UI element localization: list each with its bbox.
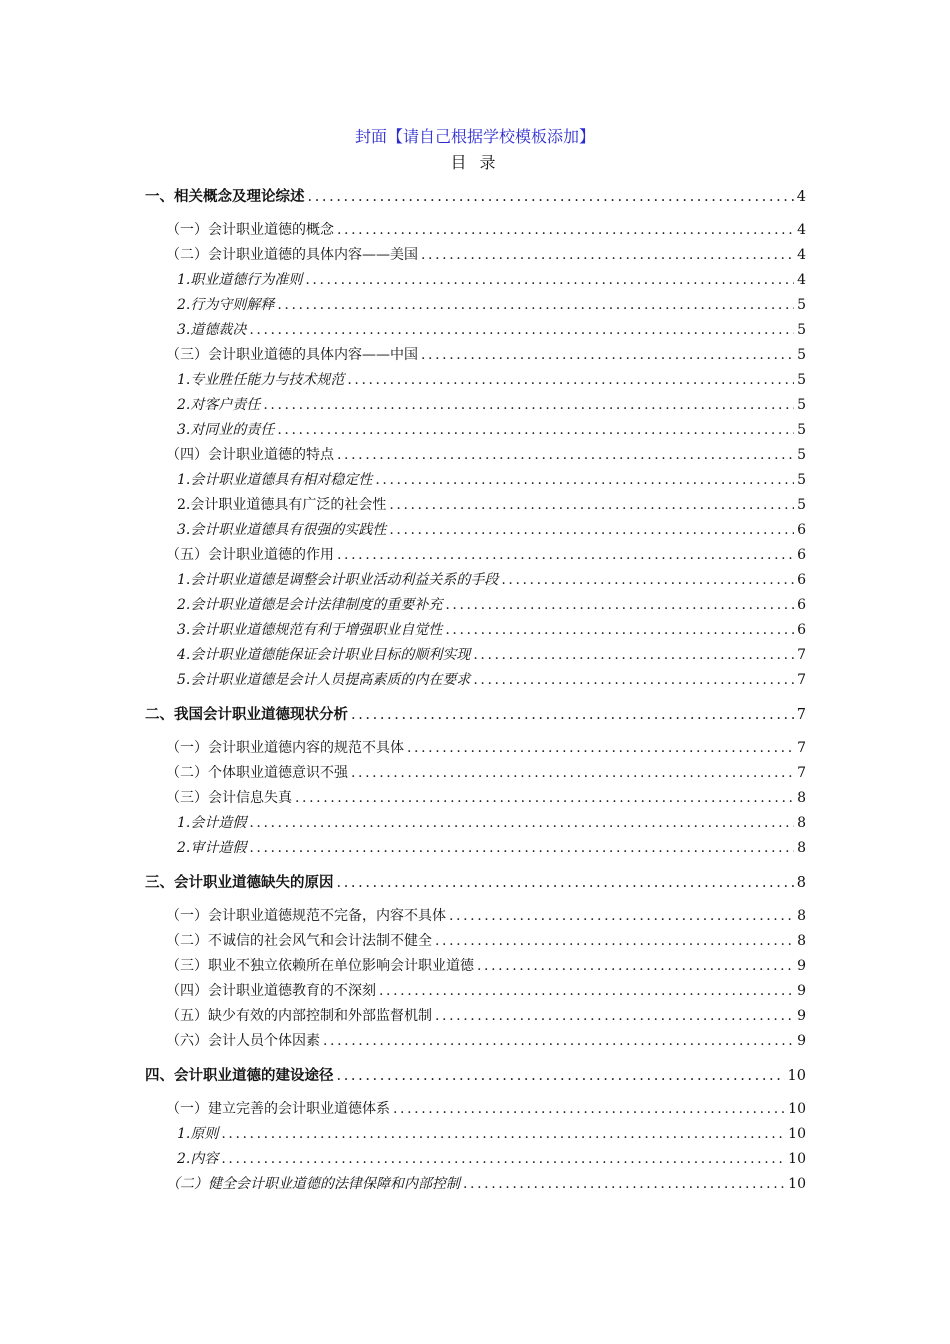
- toc-page-number: 9: [797, 958, 806, 974]
- toc-entry-text: 2.会计职业道德是会计法律制度的重要补充: [177, 597, 443, 613]
- toc-page-number: 6: [797, 572, 806, 588]
- toc-leader-dots: [249, 318, 794, 343]
- toc-leader-dots: [379, 979, 794, 1004]
- toc-entry[interactable]: [145, 368, 806, 393]
- toc-entry[interactable]: [145, 1147, 806, 1172]
- toc-leader-dots: [295, 786, 794, 811]
- toc-entry-text: （二）会计职业道德的具体内容——美国: [166, 247, 418, 263]
- toc-leader-dots: [305, 268, 794, 293]
- toc-leader-dots: [473, 643, 794, 668]
- toc-leader-dots: [445, 593, 794, 618]
- toc-page-number: 8: [797, 908, 806, 924]
- toc-entry[interactable]: [145, 979, 806, 1004]
- toc-entry[interactable]: [145, 468, 806, 493]
- toc-entry[interactable]: [145, 443, 806, 468]
- toc-entry[interactable]: [145, 543, 806, 568]
- toc-page-number: 4: [796, 189, 806, 205]
- toc-entry-text: （五）缺少有效的内部控制和外部监督机制: [166, 1008, 432, 1024]
- toc-entry-text: 三、会计职业道德缺失的原因: [145, 874, 334, 891]
- toc-entry[interactable]: [145, 954, 806, 979]
- toc-page-number: 10: [788, 1101, 806, 1117]
- toc-leader-dots: [407, 736, 794, 761]
- toc-entry[interactable]: [145, 761, 806, 786]
- toc-entry[interactable]: [145, 493, 806, 518]
- toc-leader-dots: [435, 1004, 794, 1029]
- toc-entry-text: 2.审计造假: [177, 840, 247, 856]
- toc-page-number: 6: [797, 547, 806, 563]
- toc-entry-text: 4.会计职业道德能保证会计职业目标的顺利实现: [177, 647, 471, 663]
- toc-entry-text: 二、我国会计职业道德现状分析: [145, 706, 348, 723]
- toc-leader-dots: [337, 543, 794, 568]
- toc-page-number: 5: [797, 472, 806, 488]
- toc-entry-text: （六）会计人员个体因素: [166, 1033, 320, 1049]
- toc-entry-text: （一）会计职业道德内容的规范不具体: [166, 740, 404, 756]
- toc-page-number: 7: [796, 707, 806, 723]
- toc-page-number: 5: [797, 397, 806, 413]
- toc-entry[interactable]: [145, 702, 806, 727]
- toc-entry[interactable]: [145, 668, 806, 693]
- toc-page-number: 7: [797, 740, 806, 756]
- toc-leader-dots: [323, 1029, 794, 1054]
- toc-page-number: 5: [797, 497, 806, 513]
- toc-page-number: 6: [797, 522, 806, 538]
- toc-page-number: 8: [797, 815, 806, 831]
- toc-leader-dots: [249, 811, 794, 836]
- toc-page-number: 5: [797, 422, 806, 438]
- toc-entry-text: （二）不诚信的社会风气和会计法制不健全: [166, 933, 432, 949]
- toc-entry[interactable]: [145, 518, 806, 543]
- toc-leader-dots: [337, 443, 794, 468]
- toc-entry-text: （四）会计职业道德的特点: [166, 447, 334, 463]
- toc-page-number: 5: [797, 347, 806, 363]
- toc-entry[interactable]: [145, 811, 806, 836]
- toc-page-number: 8: [797, 933, 806, 949]
- toc-leader-dots: [337, 871, 794, 896]
- toc-page-number: 5: [797, 372, 806, 388]
- toc-entry-text: 1.职业道德行为准则: [177, 272, 303, 288]
- toc-entry[interactable]: [145, 736, 806, 761]
- toc-page-number: 5: [797, 297, 806, 313]
- toc-entry-text: （二）健全会计职业道德的法律保障和内部控制: [166, 1176, 460, 1192]
- toc-entry-text: 一、相关概念及理论综述: [145, 188, 305, 205]
- toc-page-number: 9: [797, 1008, 806, 1024]
- toc-entry-text: （一）会计职业道德规范不完备，内容不具体: [166, 908, 446, 924]
- toc-page-number: 5: [797, 447, 806, 463]
- toc-entry-text: （五）会计职业道德的作用: [166, 547, 334, 563]
- toc-page-number: 10: [788, 1151, 806, 1167]
- toc-page-number: 4: [797, 222, 806, 238]
- toc-entry[interactable]: [145, 568, 806, 593]
- toc-entry-text: 1.专业胜任能力与技术规范: [177, 372, 345, 388]
- toc-entry-text: 1.会计职业道德是调整会计职业活动利益关系的手段: [177, 572, 499, 588]
- toc-entry-text: 3.会计职业道德规范有利于增强职业自觉性: [177, 622, 443, 638]
- toc-entry[interactable]: [145, 593, 806, 618]
- toc-entry-text: 3.对同业的责任: [177, 422, 275, 438]
- toc-entry-text: 四、会计职业道德的建设途径: [145, 1067, 334, 1084]
- toc-page-number: 6: [797, 597, 806, 613]
- toc-leader-dots: [389, 493, 794, 518]
- toc-entry-text: 2.行为守则解释: [177, 297, 275, 313]
- toc-entry[interactable]: [145, 929, 806, 954]
- toc-entry[interactable]: [145, 268, 806, 293]
- toc-leader-dots: [351, 703, 794, 728]
- toc-page-number: 9: [797, 983, 806, 999]
- toc-entry-text: （一）建立完善的会计职业道德体系: [166, 1101, 390, 1117]
- toc-leader-dots: [277, 293, 794, 318]
- toc-leader-dots: [351, 761, 794, 786]
- toc-entry-text: 1.会计造假: [177, 815, 247, 831]
- toc-page-number: 7: [797, 647, 806, 663]
- toc-entry-text: 3.会计职业道德具有很强的实践性: [177, 522, 387, 538]
- toc-page-number: 10: [788, 1176, 806, 1192]
- toc-leader-dots: [308, 185, 794, 210]
- toc-leader-dots: [337, 1064, 785, 1089]
- toc-entry-text: （一）会计职业道德的概念: [166, 222, 334, 238]
- toc-page-number: 5: [797, 322, 806, 338]
- toc-entry[interactable]: [145, 243, 806, 268]
- toc-entry[interactable]: [145, 870, 806, 895]
- toc-leader-dots: [337, 218, 794, 243]
- toc-page-number: 8: [796, 875, 806, 891]
- toc-leader-dots: [277, 418, 794, 443]
- toc-entry[interactable]: [145, 1029, 806, 1054]
- toc-leader-dots: [375, 468, 794, 493]
- toc-page-number: 4: [797, 247, 806, 263]
- toc-leader-dots: [263, 393, 794, 418]
- toc-leader-dots: [477, 954, 794, 979]
- toc-entry-text: （三）会计信息失真: [166, 790, 292, 806]
- toc-entry[interactable]: [145, 218, 806, 243]
- toc-entry[interactable]: [145, 643, 806, 668]
- toc-entry[interactable]: [145, 836, 806, 861]
- toc-entry[interactable]: [145, 184, 806, 209]
- toc-leader-dots: [445, 618, 794, 643]
- toc-leader-dots: [421, 343, 794, 368]
- toc-entry[interactable]: [145, 293, 806, 318]
- toc-entry-text: 5.会计职业道德是会计人员提高素质的内在要求: [177, 672, 471, 688]
- toc-leader-dots: [421, 243, 794, 268]
- toc-leader-dots: [221, 1122, 785, 1147]
- toc-entry-text: 1.原则: [177, 1126, 219, 1142]
- toc-page-number: 8: [797, 840, 806, 856]
- toc-leader-dots: [249, 836, 794, 861]
- toc-page-number: 10: [788, 1126, 806, 1142]
- toc-page-number: 9: [797, 1033, 806, 1049]
- toc-entry[interactable]: [145, 343, 806, 368]
- toc-entry[interactable]: [145, 1004, 806, 1029]
- toc-leader-dots: [473, 668, 794, 693]
- toc-leader-dots: [221, 1147, 785, 1172]
- toc-leader-dots: [463, 1172, 785, 1197]
- toc-page-number: 6: [797, 622, 806, 638]
- toc-entry-text: 2.内容: [177, 1151, 219, 1167]
- toc-leader-dots: [393, 1097, 785, 1122]
- toc-entry-text: （三）会计职业道德的具体内容——中国: [166, 347, 418, 363]
- toc-entry-text: （二）个体职业道德意识不强: [166, 765, 348, 781]
- toc-leader-dots: [435, 929, 794, 954]
- toc-entry[interactable]: [145, 318, 806, 343]
- toc-leader-dots: [389, 518, 794, 543]
- toc-entry-text: 3.道德裁决: [177, 322, 247, 338]
- toc-entry[interactable]: [145, 1063, 806, 1088]
- toc-page-number: 10: [787, 1068, 806, 1084]
- toc-entry[interactable]: [145, 904, 806, 929]
- toc-page-number: 7: [797, 765, 806, 781]
- toc-entry-text: （三）职业不独立依赖所在单位影响会计职业道德: [166, 958, 474, 974]
- toc-entry-text: 2.会计职业道德具有广泛的社会性: [177, 497, 387, 513]
- toc-entry[interactable]: [145, 618, 806, 643]
- toc-entry-text: （四）会计职业道德教育的不深刻: [166, 983, 376, 999]
- toc-entry-text: 2.对客户责任: [177, 397, 261, 413]
- cover-placeholder: 封面【请自己根据学校模板添加】: [354, 127, 595, 146]
- toc-leader-dots: [449, 904, 794, 929]
- toc-page-number: 7: [797, 672, 806, 688]
- toc-leader-dots: [347, 368, 794, 393]
- toc-entry[interactable]: [145, 393, 806, 418]
- toc-entry-text: 1.会计职业道德具有相对稳定性: [177, 472, 373, 488]
- toc-entry[interactable]: [145, 1122, 806, 1147]
- table-of-contents: [145, 184, 806, 1197]
- toc-page-number: 8: [797, 790, 806, 806]
- toc-title: 目 录: [450, 153, 500, 172]
- toc-leader-dots: [501, 568, 794, 593]
- toc-page-number: 4: [797, 272, 806, 288]
- toc-entry[interactable]: [145, 1172, 806, 1197]
- toc-entry[interactable]: [145, 786, 806, 811]
- toc-entry[interactable]: [145, 418, 806, 443]
- toc-entry[interactable]: [145, 1097, 806, 1122]
